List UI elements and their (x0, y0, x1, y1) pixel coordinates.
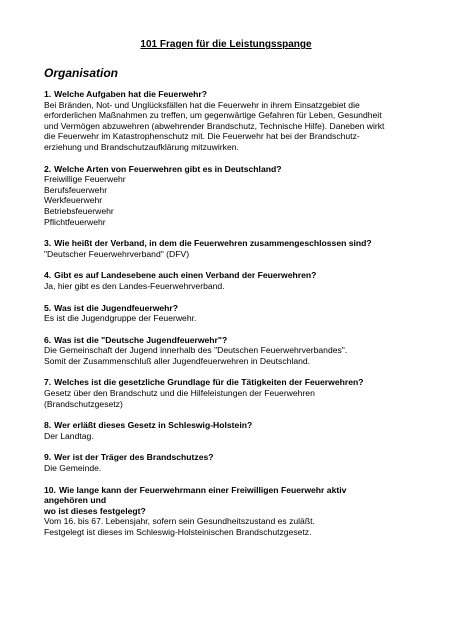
document-title: 101 Fragen für die Leistungsspange (140, 39, 312, 50)
answer-text (44, 431, 414, 442)
question-line (44, 420, 414, 431)
question-line (44, 89, 414, 100)
question-text (44, 420, 414, 431)
answer-line: die Feuerwehr im Katastrophenschutz mit. Die Feuerwehr hat bei der Brandschutz- (44, 131, 360, 142)
answer-line: Somit der Zusammenschluß aller Jugendfeuerwehren in Deutschland. (44, 355, 311, 366)
answer-line: "Deutscher Feuerwehrverband" (DFV) (44, 248, 190, 259)
question-text (44, 377, 414, 388)
question-line-text: Was ist die "Deutsche Jugendfeuerwehr"? (54, 334, 228, 345)
question-text (44, 485, 414, 517)
question-number: 1. (44, 89, 52, 99)
answer-line: und Vermögen abzuwehren (abwehrender Brandschutz, Technische Hilfe). Daneben wirkt (44, 120, 385, 131)
answer-text (44, 249, 414, 260)
answer-line: Freiwillige Feuerwehr (44, 174, 126, 185)
question-number: 9. (44, 452, 52, 463)
answer-line: Der Landtag. (44, 430, 94, 441)
answer-line: Pflichtfeuerwehr (44, 216, 106, 227)
answer-line: (Brandschutzgesetz) (44, 398, 123, 409)
answer-line: Festgelegt ist dieses im Schleswig-Holsteinischen Brandschutzgesetz. (44, 527, 312, 537)
question-number: 4. (44, 270, 52, 281)
question-item (44, 238, 414, 259)
question-text (44, 89, 414, 100)
question-line (44, 485, 414, 496)
question-text (44, 164, 414, 175)
question-text (44, 303, 414, 314)
question-number: 3. (44, 238, 52, 249)
answer-line: Es ist die Jugendgruppe der Feuerwehr. (44, 313, 197, 324)
answer-line: erziehung und Brandschutzaufklärung mitzuwirken. (44, 141, 239, 152)
question-line-text: wo ist dieses festgelegt? (44, 505, 146, 516)
question-line (44, 452, 414, 463)
question-item (44, 270, 414, 291)
question-item (44, 377, 414, 409)
question-text (44, 452, 414, 463)
question-line (44, 164, 414, 175)
question-line (44, 238, 414, 249)
question-line-text: Wie heißt der Verband, in dem die Feuerwehren zusammengeschlossen sind? (54, 238, 372, 249)
question-line-text: Welche Aufgaben hat die Feuerwehr? (54, 89, 207, 99)
question-item (44, 452, 414, 473)
question-number: 7. (44, 377, 52, 388)
answer-text (44, 281, 414, 292)
question-number: 6. (44, 334, 52, 345)
answer-line: erforderlichen Maßnahmen zu treffen, um gegenwärtige Gefahren für Leben, Gesundheit (44, 110, 382, 121)
question-line (44, 506, 414, 517)
question-list (44, 89, 414, 538)
question-item (44, 89, 414, 153)
answer-text (44, 313, 414, 324)
question-item (44, 335, 414, 367)
question-line-text: angehören und (44, 495, 107, 506)
section-heading: Organisation (44, 66, 119, 80)
answer-line: Vom 16. bis 67. Lebensjahr, sofern sein Gesundheitszustand es zuläßt. (44, 516, 315, 527)
question-text (44, 335, 414, 346)
answer-line: Die Gemeinde. (44, 463, 102, 474)
question-line (44, 303, 414, 314)
answer-line: Die Gemeinschaft der Jugend innerhalb des "Deutschen Feuerwehrverbandes". (44, 345, 348, 356)
answer-line: Betriebsfeuerwehr (44, 205, 114, 216)
question-item (44, 303, 414, 324)
question-line (44, 495, 414, 506)
answer-line: Berufsfeuerwehr (44, 184, 108, 195)
question-line-text: Gibt es auf Landesebene auch einen Verband der Feuerwehren? (54, 270, 317, 281)
question-item (44, 420, 414, 441)
answer-line: Bei Bränden, Not- und Unglücksfällen hat die Feuerwehr in ihrem Einsatzgebiet die (44, 99, 360, 110)
question-line-text: Welches ist die gesetzliche Grundlage für die Tätigkeiten der Feuerwehren? (54, 377, 364, 388)
answer-line: Gesetz über den Brandschutz und die Hilfeleistungen der Feuerwehren (44, 388, 315, 399)
question-number: 10. (44, 484, 56, 495)
question-line-text: Welche Arten von Feuerwehren gibt es in Deutschland? (54, 163, 282, 174)
question-number: 2. (44, 163, 52, 174)
answer-text (44, 516, 414, 537)
answer-text (44, 174, 414, 227)
question-item (44, 164, 414, 228)
answer-text (44, 388, 414, 409)
question-number: 8. (44, 420, 52, 431)
question-line-text: Was ist die Jugendfeuerwehr? (54, 302, 179, 313)
question-line-text: Wie lange kann der Feuerwehrmann einer Freiwilligen Feuerwehr aktiv (58, 484, 347, 495)
question-text (44, 238, 414, 249)
answer-text (44, 463, 414, 474)
question-line-text: Wer ist der Träger des Brandschutzes? (54, 452, 214, 463)
question-number: 5. (44, 302, 52, 313)
question-text (44, 270, 414, 281)
answer-line: Werkfeuerwehr (44, 195, 103, 206)
question-line-text: Wer erläßt dieses Gesetz in Schleswig-Holstein? (54, 420, 253, 431)
question-item (44, 485, 414, 538)
question-line (44, 335, 414, 346)
question-line (44, 270, 414, 281)
answer-text (44, 100, 414, 153)
question-line (44, 377, 414, 388)
answer-line: Ja, hier gibt es den Landes-Feuerwehrverband. (44, 280, 225, 291)
answer-text (44, 345, 414, 366)
